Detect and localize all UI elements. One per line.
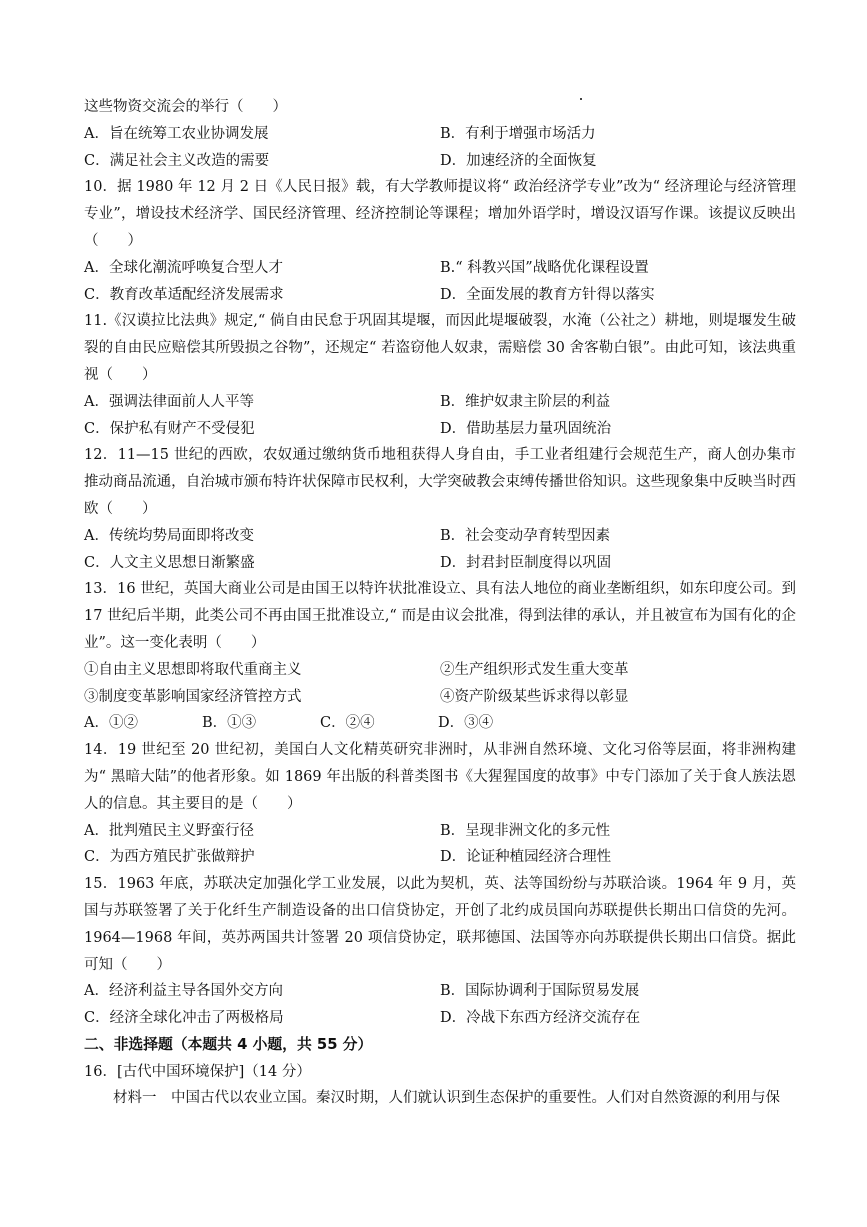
q9-option-d[interactable]: D．加速经济的全面恢复	[440, 152, 597, 169]
exam-page	[84, 94, 796, 1112]
q14-options-row-2	[84, 844, 796, 871]
q12-option-d[interactable]: D．封君封臣制度得以巩固	[440, 554, 612, 571]
q14-option-c[interactable]: C．为西方殖民扩张做辩护	[84, 849, 255, 866]
q13-item-2: ②生产组织形式发生重大变革	[440, 661, 629, 678]
q13-items-row-1	[84, 657, 796, 684]
q10-option-b[interactable]: B.“ 科教兴国”战略优化课程设置	[440, 259, 649, 276]
q10-option-d[interactable]: D．全面发展的教育方针得以落实	[440, 286, 655, 303]
q14-options-row-1	[84, 818, 796, 845]
q14-stem: 14．19 世纪至 20 世纪初，美国白人文化精英研究非洲时，从非洲自然环境、文化习俗等层面，将非洲构建为“ 黑暗大陆”的他者形象。如 1869 年出版的科普类图书《大猩猩国度的故事》中专门添加了关于食人族法恩人的信息。其主要目的是（ ）	[84, 742, 796, 812]
q13-item-4: ④资产阶级某些诉求得以彰显	[440, 688, 629, 705]
q15-stem: 15．1963 年底，苏联决定加强化学工业发展，以此为契机，英、法等国纷纷与苏联洽谈。1964 年 9 月，英国与苏联签署了关于化纤生产制造设备的出口信贷协定，开创了北约成员国向苏联提供长期出口信贷的先河。1964—1968 年间，英苏两国共计签署 20 项信贷协定，联邦德国、法国等亦向苏联提供长期出口信贷。据此可知（ ）	[84, 876, 796, 973]
q15-options-row-2	[84, 1005, 796, 1032]
q12-stem: 12．11—15 世纪的西欧，农奴通过缴纳货币地租获得人身自由，手工业者组建行会规范生产，商人创办集市推动商品流通，自治城市颁布特许状保障市民权利，大学突破教会束缚传播世俗知识。这些现象集中反映当时西欧（ ）	[84, 447, 796, 517]
q11-options-row-2	[84, 416, 796, 443]
q15-options-row-1	[84, 978, 796, 1005]
q9-options-row-1	[84, 121, 796, 148]
q11-option-a[interactable]: A．强调法律面前人人平等	[84, 393, 254, 410]
q13-items-row-2	[84, 684, 796, 711]
q14-option-d[interactable]: D．论证种植园经济合理性	[440, 849, 612, 866]
q9-option-b[interactable]: B．有利于增强市场活力	[440, 125, 596, 142]
q16-title: 16．[古代中国环境保护]（14 分）	[84, 1063, 311, 1080]
q10-stem: 10．据 1980 年 12 月 2 日《人民日报》载，有大学教师提议将“ 政治经济学专业”改为“ 经济理论与经济管理专业”，增设技术经济学、国民经济管理、经济控制论等课程；增加外语学时，增设汉语写作课。该提议反映出（ ）	[84, 179, 796, 249]
q15-option-a[interactable]: A．经济利益主导各国外交方向	[84, 983, 283, 1000]
q13-option-c[interactable]: C．②④	[320, 715, 375, 732]
q14-option-b[interactable]: B．呈现非洲文化的多元性	[440, 822, 611, 839]
q9-options-row-2	[84, 148, 796, 175]
q10-option-a[interactable]: A．全球化潮流呼唤复合型人才	[84, 259, 283, 276]
q15-option-b[interactable]: B．国际协调利于国际贸易发展	[440, 983, 640, 1000]
q13-stem: 13．16 世纪，英国大商业公司是由国王以特许状批准设立、具有法人地位的商业垄断组织，如东印度公司。到 17 世纪后半期，此类公司不再由国王批准设立,“ 而是由议会批准，得到法律的承认，并且被宣布为国有化的企业”。这一变化表明（ ）	[84, 581, 796, 651]
q9-option-a[interactable]: A．旨在统筹工农业协调发展	[84, 125, 269, 142]
q9-option-c[interactable]: C．满足社会主义改造的需要	[84, 152, 270, 169]
q11-option-b[interactable]: B．维护奴隶主阶层的利益	[440, 393, 611, 410]
q12-options-row-2	[84, 550, 796, 577]
q13-options-row	[84, 710, 796, 737]
q15-option-c[interactable]: C．经济全球化冲击了两极格局	[84, 1010, 284, 1027]
q11-stem: 11.《汉谟拉比法典》规定,“ 倘自由民怠于巩固其堤堰，而因此堤堰破裂，水淹（公社之）耕地，则堤堰发生破裂的自由民应赔偿其所毁损之谷物”，还规定“ 若盗窃他人奴隶，需赔偿 30 舍客勒白银”。由此可知，该法典重视（ ）	[84, 313, 796, 383]
q10-options-row-2	[84, 282, 796, 309]
q10-option-c[interactable]: C．教育改革适配经济发展需求	[84, 286, 284, 303]
q13-item-3: ③制度变革影响国家经济管控方式	[84, 688, 302, 705]
q12-option-b[interactable]: B．社会变动孕育转型因素	[440, 527, 611, 544]
q10-options-row-1	[84, 255, 796, 282]
q11-option-d[interactable]: D．借助基层力量巩固统治	[440, 420, 612, 437]
q13-option-a[interactable]: A．①②	[84, 715, 138, 732]
q12-options-row-1	[84, 523, 796, 550]
q13-item-1: ①自由主义思想即将取代重商主义	[84, 661, 302, 678]
q13-option-d[interactable]: D．③④	[438, 715, 494, 732]
q15-option-d[interactable]: D．冷战下东西方经济交流存在	[440, 1010, 641, 1027]
q11-options-row-1	[84, 389, 796, 416]
q16-material-1: 材料一 中国古代以农业立国。秦汉时期，人们就认识到生态保护的重要性。人们对自然资源的利用与保	[113, 1090, 780, 1107]
q14-option-a[interactable]: A．批判殖民主义野蛮行径	[84, 822, 254, 839]
q13-option-b[interactable]: B．①③	[202, 715, 257, 732]
q12-option-a[interactable]: A．传统均势局面即将改变	[84, 527, 254, 544]
q9-tail: 这些物资交流会的举行（ ）	[84, 99, 287, 115]
q12-option-c[interactable]: C．人文主义思想日渐繁盛	[84, 554, 255, 571]
section-2-title: 二、非选择题（本题共 4 小题，共 55 分）	[84, 1035, 373, 1053]
q11-option-c[interactable]: C．保护私有财产不受侵犯	[84, 420, 255, 437]
